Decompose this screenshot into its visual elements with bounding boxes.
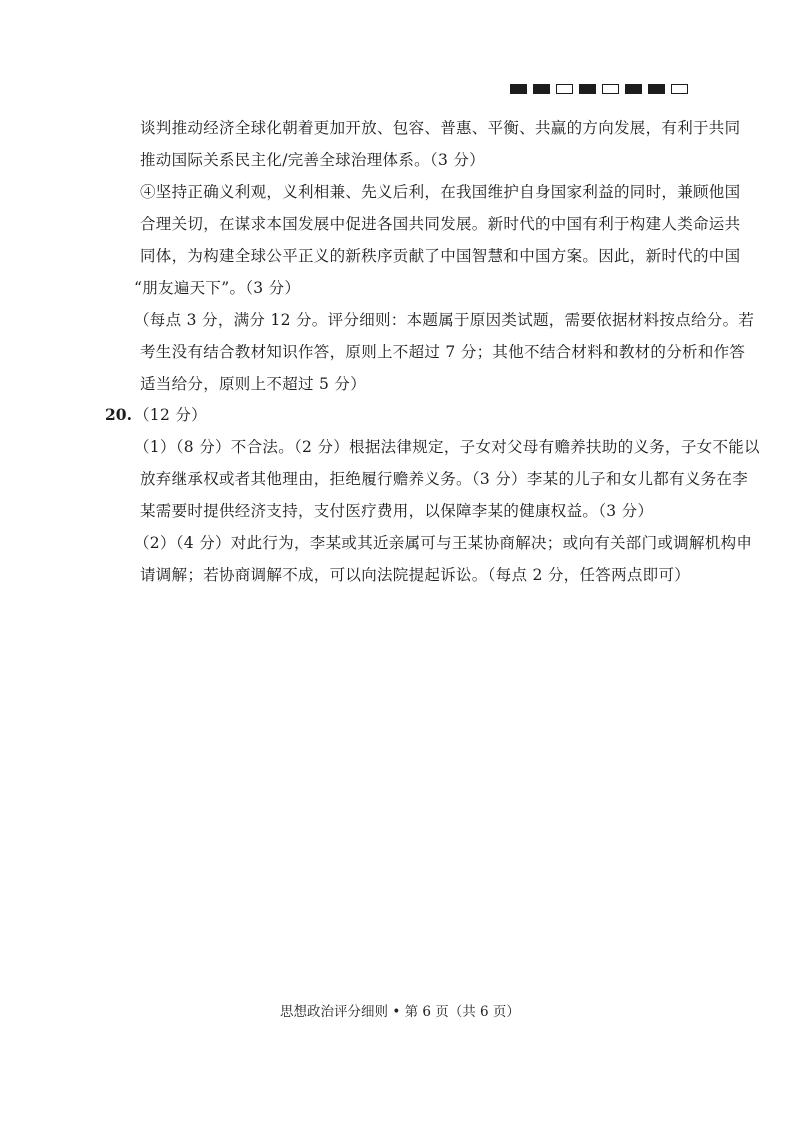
question-20-line: （1）（8 分）不合法。（2 分）根据法律规定，子女对父母有赡养扶助的义务，子女不能以: [134, 438, 760, 456]
scoring-note-line: 考生没有结合教材知识作答，原则上不超过 7 分；其他不结合材料和教材的分析和作答: [140, 343, 746, 361]
scoring-note-line: （每点 3 分，满分 12 分。评分细则：本题属于原因类试题，需要依据材料按点给分。若: [134, 311, 755, 329]
header-mark-7: [648, 84, 665, 94]
page-footer: 思想政治评分细则 • 第 6 页（共 6 页）: [280, 1004, 520, 1020]
answer-line: 推动国际关系民主化/完善全球治理体系。（3 分）: [140, 151, 485, 169]
answer-line: “朋友遍天下”。（3 分）: [134, 279, 301, 297]
question-20-line: 放弃继承权或者其他理由，拒绝履行赡养义务。（3 分）李某的儿子和女儿都有义务在李: [140, 470, 749, 488]
header-mark-1: [510, 84, 527, 94]
answer-line: 谈判推动经济全球化朝着更加开放、包容、普惠、平衡、共赢的方向发展，有利于共同: [140, 119, 741, 137]
header-marks: [510, 84, 688, 96]
question-number: 20.: [105, 405, 132, 424]
answer-line: 同体，为构建全球公平正义的新秩序贡献了中国智慧和中国方案。因此，新时代的中国: [140, 247, 741, 265]
header-mark-4: [579, 84, 596, 94]
question-score: （12 分）: [134, 406, 207, 424]
question-20-line: 请调解；若协商调解不成，可以向法院提起诉讼。（每点 2 分，任答两点即可）: [140, 566, 691, 584]
header-mark-3: [556, 84, 573, 94]
header-mark-5: [602, 84, 619, 94]
answer-line: ④坚持正确义利观，义利相兼、先义后利，在我国维护自身国家利益的同时，兼顾他国: [140, 183, 741, 201]
question-20-line: 某需要时提供经济支持，支付医疗费用，以保障李某的健康权益。（3 分）: [140, 502, 654, 520]
header-mark-8: [671, 84, 688, 94]
scoring-note-line: 适当给分，原则上不超过 5 分）: [140, 375, 367, 393]
header-mark-2: [533, 84, 550, 94]
question-20-line: （2）（4 分）对此行为，李某或其近亲属可与王某协商解决；或向有关部门或调解机构申: [134, 534, 753, 552]
header-mark-6: [625, 84, 642, 94]
answer-line: 合理关切，在谋求本国发展中促进各国共同发展。新时代的中国有利于构建人类命运共: [140, 215, 741, 233]
